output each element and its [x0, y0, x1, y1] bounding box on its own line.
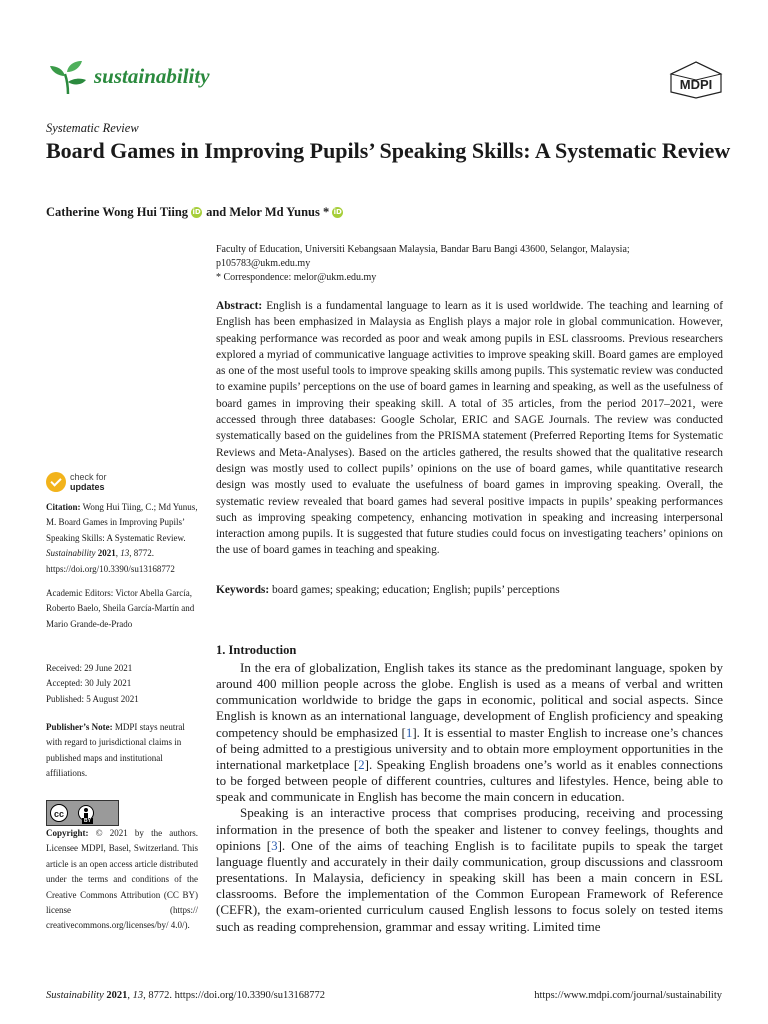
- abstract-label: Abstract:: [216, 300, 263, 312]
- author-list: [46, 205, 347, 220]
- abstract: [216, 298, 723, 559]
- editors-text: Victor Abella García, Roberto Baelo, Sheila García-Martín and Mario Grande-de-Prado: [46, 588, 195, 629]
- article-type: Systematic Review: [46, 121, 139, 135]
- publisher-note: [46, 720, 198, 782]
- check-updates-line1: check for: [70, 472, 107, 482]
- journal-name[interactable]: sustainability: [94, 64, 210, 88]
- svg-text:MDPI: MDPI: [679, 77, 713, 92]
- citation-text: Wong Hui Tiing, C.; Md Yunus, M. Board Games in Improving Pupils’ Speaking Skills: A Systematic Review.: [46, 502, 198, 543]
- paragraph-text: Speaking is an interactive process that comprises producing, receiving and processing information in the presence of both the speaker and listener to convey feelings, thoughts and opinions [: [216, 805, 723, 853]
- author-name[interactable]: Catherine Wong Hui Tiing: [46, 205, 189, 219]
- footer-doi[interactable]: , 8772. https://doi.org/10.3390/su13168772: [143, 990, 325, 1001]
- check-updates-line2: updates: [70, 482, 105, 492]
- author-connector: and: [206, 205, 227, 219]
- published-date: Published: 5 August 2021: [46, 693, 139, 704]
- reference-link[interactable]: 1: [405, 724, 413, 740]
- editors-label: Academic Editors:: [46, 588, 114, 598]
- paragraph-text: ]. One of the aims of teaching English is to facilitate pupils to speak the target language fluently and accurately in their daily communication, group discussions and classroom presentations. In Malaysia, deficiency in speaking skill has been a main concern in ESL classrooms. Before the implementation of the Common European Framework of Reference (CEFR), the exam-oriented curriculum caused English lessons to focus solely on tested items such as reading comprehension, grammar and essay writing. Limited time: [216, 837, 723, 934]
- reference-link[interactable]: 3: [271, 837, 278, 853]
- accepted-date: Accepted: 30 July 2021: [46, 678, 132, 689]
- citation-label: Citation:: [46, 502, 81, 512]
- footer-year: 2021: [106, 990, 128, 1001]
- affiliation: [216, 243, 736, 285]
- citation-year: 2021: [97, 548, 116, 559]
- citation-journal: Sustainability: [46, 548, 96, 559]
- reference-link[interactable]: 2: [358, 756, 365, 772]
- cc-icon: cc: [50, 804, 68, 822]
- copyright-label: Copyright:: [46, 828, 89, 838]
- paragraph: [216, 805, 723, 934]
- received-date: Received: 29 June 2021: [46, 663, 133, 673]
- paragraph-text: ]. It is essential to master English to increase one’s chances of being admitted to a prestigious university and to obtain more employment opportunities in the international marketplace [: [216, 724, 724, 772]
- abstract-text: English is a fundamental language to learn as it is used worldwide. The teaching and learning of English has been emphasized in Malaysia as English plays a major role in global communication. However, speaking performance was recorded as poor and weak among pupils in ESL classrooms. Previous researchers explored a myriad of communicative language activities to improve speaking skill. Board games are employed as one of the most useful tools to improve speaking skills among pupils. This systematic review was conducted to examine pupils’ perceptions on the use of board games in learning and speaking, as well as the usefulness of board games in improving their speaking skill. A total of 35 articles, from the period 2017–2021, were accessed through three databases: Google Scholar, ERIC and SAGE Journals. The review was conducted systematically based on the guidelines from the PRISMA statement (Preferred Reporting Items for Systematic Reviews and Meta-Analyses). Based on the articles gathered, the results showed that the qualitative research design was mostly used to collect pupils’ opinions on the use of board games, while quantitative research design was mostly used to evaluate the usefulness of board games in improving speaking. Overall, the systematic review revealed that board games had several positive impacts in pupils’ speaking performances such as improving speaking competency, enhancing motivation in speaking and increasing interpersonal interaction among pupils. It is suggested that future studies could focus on investigating teachers’ opinions on the use of board games in teaching and speaking.: [216, 300, 723, 557]
- check-for-updates-button[interactable]: [46, 472, 107, 492]
- keywords-label: Keywords:: [216, 584, 270, 596]
- orcid-icon[interactable]: iD: [192, 208, 201, 216]
- article-title: Board Games in Improving Pupils’ Speaking Skills: A Systematic Review: [46, 138, 731, 163]
- cc-by-license-badge[interactable]: [46, 800, 119, 826]
- mdpi-logo-icon[interactable]: [667, 60, 725, 100]
- sustainability-logo-icon: [46, 60, 90, 96]
- keywords-text: board games; speaking; education; English; pupils’ perceptions: [272, 584, 560, 596]
- citation-block: Citation: Wong Hui Tiing, C.; Md Yunus, M. Board Games in Improving Pupils’ Speaking Skills: A Systematic Review. Sustainability 2021, 13, 8772. https://doi.org/10.3390/su13168772: [46, 502, 198, 574]
- citation-doi-link[interactable]: https://doi.org/10.3390/su13168772: [46, 563, 175, 574]
- affiliation-line: Faculty of Education, Universiti Kebangsaan Malaysia, Bandar Baru Bangi 43600, Selangor, Malaysia;: [216, 244, 630, 255]
- publisher-note-label: Publisher’s Note:: [46, 722, 113, 732]
- paragraph: [216, 660, 723, 805]
- footer-citation: Sustainability 2021, 13, 8772. https://doi.org/10.3390/su13168772: [46, 990, 325, 1001]
- citation-pages: , 8772.: [129, 548, 154, 559]
- publisher-note-text: MDPI stays neutral with regard to jurisdictional claims in published maps and institutional affiliations.: [46, 722, 185, 779]
- by-label: BY: [84, 818, 91, 824]
- footer-volume: 13: [132, 990, 144, 1001]
- copyright-block: [46, 826, 198, 934]
- correspondence[interactable]: * Correspondence: melor@ukm.edu.my: [216, 272, 377, 283]
- footer-journal-url[interactable]: https://www.mdpi.com/journal/sustainability: [534, 990, 722, 1001]
- paragraph-text: In the era of globalization, English takes its stance as the predominant language, spoken by around 400 million people across the globe. English is used as a means of verbal and written communication worldwide to bridge the gaps in economic, political and social aspects. Since English is known as an international language, development of English proficiency and speaking competency should be emphasized [: [216, 660, 723, 740]
- author-name[interactable]: Melor Md Yunus *: [229, 205, 330, 219]
- copyright-text: © 2021 by the authors. Licensee MDPI, Basel, Switzerland. This article is an open access article distributed under the terms and conditions of the Creative Commons Attribution (CC BY) license (https:// creativecommons.org/licenses/by/ 4.0/).: [46, 828, 199, 931]
- check-updates-icon: [46, 472, 66, 492]
- affiliation-email[interactable]: p105783@ukm.edu.my: [216, 258, 311, 269]
- keywords: [216, 582, 723, 598]
- citation-volume: 13: [120, 548, 130, 559]
- body-text: [216, 660, 723, 935]
- section-heading: 1. Introduction: [216, 643, 297, 657]
- academic-editors: [46, 586, 198, 632]
- orcid-icon[interactable]: iD: [333, 208, 342, 216]
- dates-block: [46, 661, 198, 707]
- footer-journal: Sustainability: [46, 990, 104, 1001]
- paragraph-text: ]. Speaking English broadens one’s world as it enables connections to be forged between people of different countries, cultures and lifestyles. Hence, being able to speak and communicate in English has become the main concern in education.: [216, 756, 723, 805]
